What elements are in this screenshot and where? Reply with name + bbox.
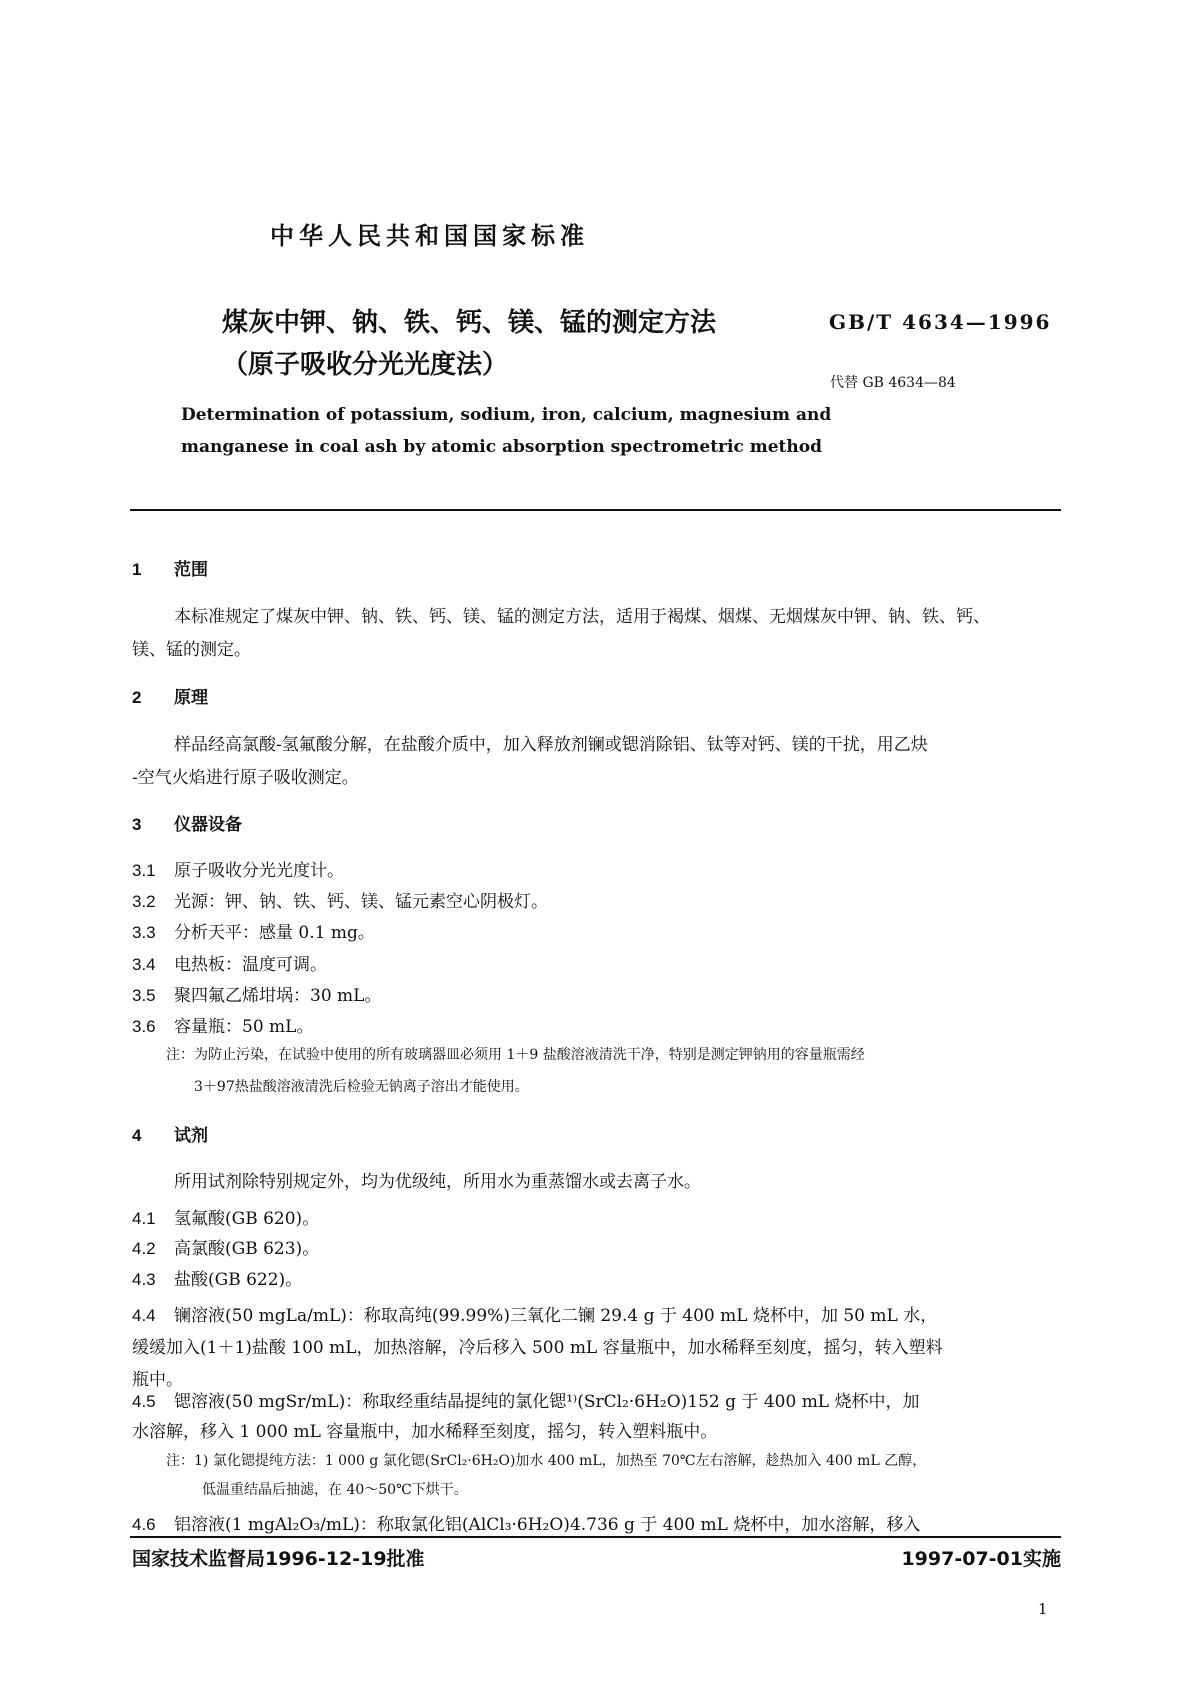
item-4-4-cont2: 瓶中。 bbox=[132, 1370, 183, 1390]
section-4-heading: 4 试剂 bbox=[132, 1126, 208, 1146]
title-en-line1: Determination of potassium, sodium, iron, calcium, magnesium and bbox=[181, 405, 832, 425]
section-2-para: 样品经高氯酸-氢氟酸分解，在盐酸介质中，加入释放剂镧或锶消除铝、钛等对钙、镁的干扰，用乙炔 bbox=[174, 735, 928, 755]
section-4-note: 注：1) 氯化锶提纯方法：1 000 g 氯化锶(SrCl₂·6H₂O)加水 400 mL，加热至 70℃左右溶解，趁热加入 400 mL 乙醇， bbox=[166, 1453, 927, 1469]
item-3-3: 3.3 分析天平：感量 0.1 mg。 bbox=[132, 923, 375, 943]
replaces-note: 代替 GB 4634—84 bbox=[830, 375, 956, 391]
section-3-note-cont: 3＋97热盐酸溶液清洗后检验无钠离子溶出才能使用。 bbox=[194, 1079, 529, 1095]
item-4-5-cont: 水溶解，移入 1 000 mL 容量瓶中，加水稀释至刻度，摇匀，转入塑料瓶中。 bbox=[132, 1422, 718, 1442]
item-4-5: 4.5 锶溶液(50 mgSr/mL)：称取经重结晶提纯的氯化锶¹⁾(SrCl₂·6H₂O)152 g 于 400 mL 烧杯中，加 bbox=[132, 1392, 920, 1412]
section-1-para-cont: 镁、锰的测定。 bbox=[132, 640, 251, 660]
item-3-5: 3.5 聚四氟乙烯坩埚：30 mL。 bbox=[132, 986, 382, 1006]
country-standard-heading: 中华人民共和国国家标准 bbox=[270, 222, 589, 250]
page-number: 1 bbox=[1038, 1600, 1048, 1618]
item-4-3: 4.3 盐酸(GB 622)。 bbox=[132, 1270, 303, 1290]
item-4-6: 4.6 铝溶液(1 mgAl₂O₃/mL)：称取氯化铝(AlCl₃·6H₂O)4.736 g 于 400 mL 烧杯中，加水溶解，移入 bbox=[132, 1515, 921, 1535]
item-3-2: 3.2 光源：钾、钠、铁、钙、镁、锰元素空心阴极灯。 bbox=[132, 892, 548, 912]
item-4-2: 4.2 高氯酸(GB 623)。 bbox=[132, 1239, 320, 1259]
item-3-6: 3.6 容量瓶：50 mL。 bbox=[132, 1017, 314, 1037]
section-4-intro: 所用试剂除特别规定外，均为优级纯，所用水为重蒸馏水或去离子水。 bbox=[174, 1172, 701, 1192]
section-4-note-cont: 低温重结晶后抽滤，在 40～50℃下烘干。 bbox=[202, 1482, 468, 1498]
title-cn-line2: （原子吸收分光光度法） bbox=[222, 350, 509, 380]
item-4-4: 4.4 镧溶液(50 mgLa/mL)：称取高纯(99.99%)三氧化二镧 29.4 g 于 400 mL 烧杯中，加 50 mL 水， bbox=[132, 1306, 938, 1326]
approval-date: 国家技术监督局1996-12-19批准 bbox=[132, 1548, 425, 1570]
title-en-line2: manganese in coal ash by atomic absorption spectrometric method bbox=[181, 437, 822, 457]
standard-number: GB/T 4634—1996 bbox=[829, 310, 1052, 334]
section-3-heading: 3 仪器设备 bbox=[132, 815, 242, 835]
item-3-1: 3.1 原子吸收分光光度计。 bbox=[132, 861, 344, 881]
item-4-4-cont: 缓缓加入(1＋1)盐酸 100 mL，加热溶解，冷后移入 500 mL 容量瓶中，加水稀释至刻度，摇匀，转入塑料 bbox=[132, 1338, 943, 1358]
item-4-1: 4.1 氢氟酸(GB 620)。 bbox=[132, 1209, 320, 1229]
section-2-para-cont: -空气火焰进行原子吸收测定。 bbox=[132, 768, 359, 788]
section-1-heading: 1 范围 bbox=[132, 560, 208, 580]
item-3-4: 3.4 电热板：温度可调。 bbox=[132, 955, 327, 975]
header-rule bbox=[130, 509, 1061, 511]
effective-date: 1997-07-01实施 bbox=[901, 1548, 1061, 1570]
section-3-note: 注：为防止污染，在试验中使用的所有玻璃器皿必须用 1＋9 盐酸溶液清洗干净，特别是测定钾钠用的容量瓶需经 bbox=[166, 1047, 865, 1063]
footer-rule bbox=[130, 1536, 1061, 1538]
section-2-heading: 2 原理 bbox=[132, 688, 208, 708]
section-1-para: 本标准规定了煤灰中钾、钠、铁、钙、镁、锰的测定方法，适用于褐煤、烟煤、无烟煤灰中钾、钠、铁、钙、 bbox=[174, 607, 990, 627]
title-cn-line1: 煤灰中钾、钠、铁、钙、镁、锰的测定方法 bbox=[222, 308, 717, 338]
